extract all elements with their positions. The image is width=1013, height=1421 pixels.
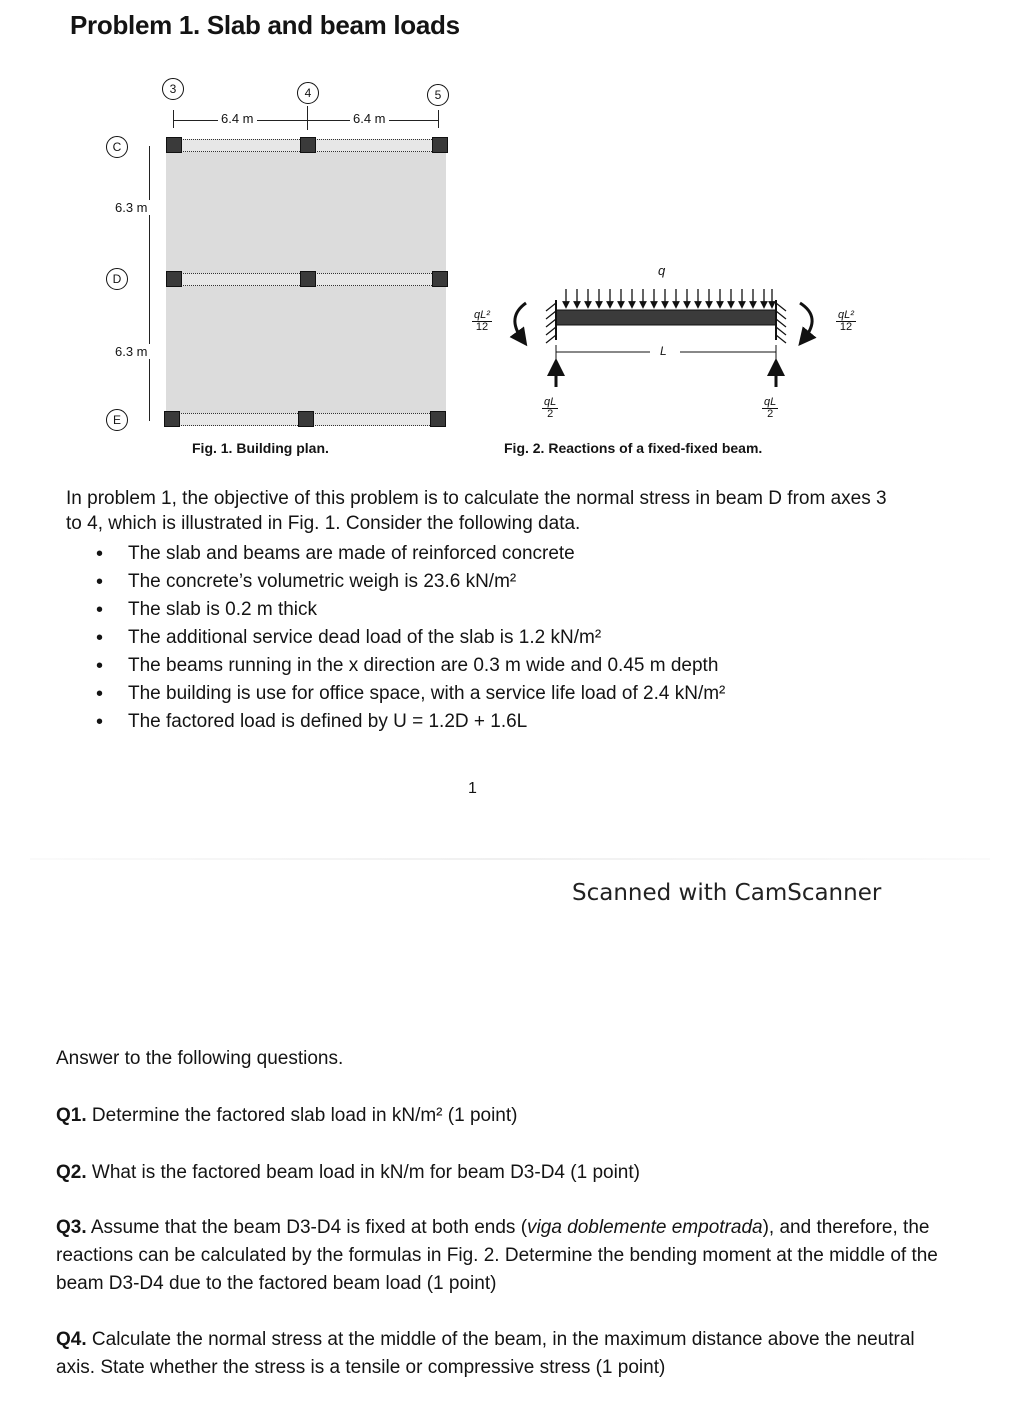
dimension-D-E: 6.3 m bbox=[112, 344, 151, 359]
column-E4 bbox=[298, 411, 314, 427]
column-C5 bbox=[432, 137, 448, 153]
question-1 bbox=[56, 1102, 946, 1130]
axis-label-C: C bbox=[106, 136, 128, 158]
page-title: Problem 1. Slab and beam loads bbox=[70, 10, 460, 40]
tick bbox=[438, 110, 439, 128]
load-label: q bbox=[658, 263, 666, 278]
dimension-line-x bbox=[173, 120, 438, 121]
question-text: ), and therefore, the reactions can be calculated by the formulas in Fig. 2. Determine the bending moment at the middle of the beam D3-D4 due to the factored beam load (1 point) bbox=[56, 1217, 938, 1294]
right-reaction-formula bbox=[762, 397, 778, 420]
column-C3 bbox=[166, 137, 182, 153]
fixed-beam-figure bbox=[470, 255, 890, 456]
column-E3 bbox=[164, 411, 180, 427]
question-label: Q2. bbox=[56, 1162, 87, 1183]
beam-diagram bbox=[470, 255, 890, 435]
left-reaction-formula bbox=[542, 397, 558, 420]
axis-label-4: 4 bbox=[297, 82, 319, 104]
page-number: 1 bbox=[468, 780, 477, 797]
numerator: qL bbox=[764, 396, 777, 408]
column-C4 bbox=[300, 137, 316, 153]
dimension-3-4: 6.4 m bbox=[218, 111, 257, 126]
list-item: • The slab is 0.2 m thick bbox=[92, 596, 725, 624]
question-text: What is the factored beam load in kN/m for beam D3-D4 (1 point) bbox=[86, 1162, 640, 1183]
list-item: • The slab and beams are made of reinforced concrete bbox=[92, 540, 725, 568]
question-3 bbox=[56, 1214, 946, 1298]
dimension-C-D: 6.3 m bbox=[112, 200, 151, 215]
question-italic-term: viga doblemente empotrada bbox=[527, 1217, 763, 1238]
list-item: • The factored load is defined by U = 1.2D + 1.6L bbox=[92, 708, 725, 736]
question-label: Q1. bbox=[56, 1105, 87, 1126]
left-moment-formula bbox=[472, 310, 492, 333]
questions-intro: Answer to the following questions. bbox=[56, 1048, 344, 1069]
denominator: 2 bbox=[767, 408, 774, 420]
right-moment-formula bbox=[836, 310, 856, 333]
axis-label-E: E bbox=[106, 409, 128, 431]
data-list bbox=[92, 540, 725, 736]
question-label: Q3. bbox=[56, 1217, 87, 1238]
axis-label-3: 3 bbox=[162, 78, 184, 100]
numerator: qL bbox=[544, 396, 557, 408]
list-item: • The additional service dead load of the slab is 1.2 kN/m² bbox=[92, 624, 725, 652]
question-text: Calculate the normal stress at the middle of the beam, in the maximum distance above the neutral axis. State whether the stress is a tensile or compressive stress (1 point) bbox=[56, 1329, 915, 1378]
question-text: Assume that the beam D3-D4 is fixed at both ends ( bbox=[86, 1217, 528, 1238]
fig1-caption: Fig. 1. Building plan. bbox=[192, 440, 329, 456]
building-plan-figure bbox=[100, 76, 460, 456]
numerator: qL² bbox=[474, 309, 490, 321]
axis-label-5: 5 bbox=[427, 84, 449, 106]
column-D4 bbox=[300, 271, 316, 287]
column-E5 bbox=[430, 411, 446, 427]
numerator: qL² bbox=[838, 309, 854, 321]
list-item: • The beams running in the x direction are 0.3 m wide and 0.45 m depth bbox=[92, 652, 725, 680]
question-2 bbox=[56, 1159, 946, 1187]
fig2-caption: Fig. 2. Reactions of a fixed-fixed beam. bbox=[504, 440, 763, 456]
scanner-watermark: Scanned with CamScanner bbox=[572, 880, 882, 906]
list-item: • The concrete’s volumetric weigh is 23.6 kN/m² bbox=[92, 568, 725, 596]
tick bbox=[173, 110, 174, 128]
question-4 bbox=[56, 1326, 946, 1382]
dimension-line-y bbox=[149, 146, 150, 421]
list-item: • The building is use for office space, with a service life load of 2.4 kN/m² bbox=[92, 680, 725, 708]
dimension-4-5: 6.4 m bbox=[350, 111, 389, 126]
intro-paragraph: In problem 1, the objective of this problem is to calculate the normal stress in beam D from axes 3 to 4, which is illustrated in Fig. 1. Consider the following data. bbox=[66, 488, 887, 534]
column-D5 bbox=[432, 271, 448, 287]
page-divider bbox=[30, 858, 990, 860]
axis-label-D: D bbox=[106, 268, 128, 290]
tick bbox=[307, 106, 308, 130]
span-label: L bbox=[660, 344, 667, 358]
denominator: 12 bbox=[475, 321, 489, 333]
question-label: Q4. bbox=[56, 1329, 87, 1350]
question-text: Determine the factored slab load in kN/m² (1 point) bbox=[86, 1105, 518, 1126]
denominator: 12 bbox=[839, 321, 853, 333]
column-D3 bbox=[166, 271, 182, 287]
denominator: 2 bbox=[547, 408, 554, 420]
